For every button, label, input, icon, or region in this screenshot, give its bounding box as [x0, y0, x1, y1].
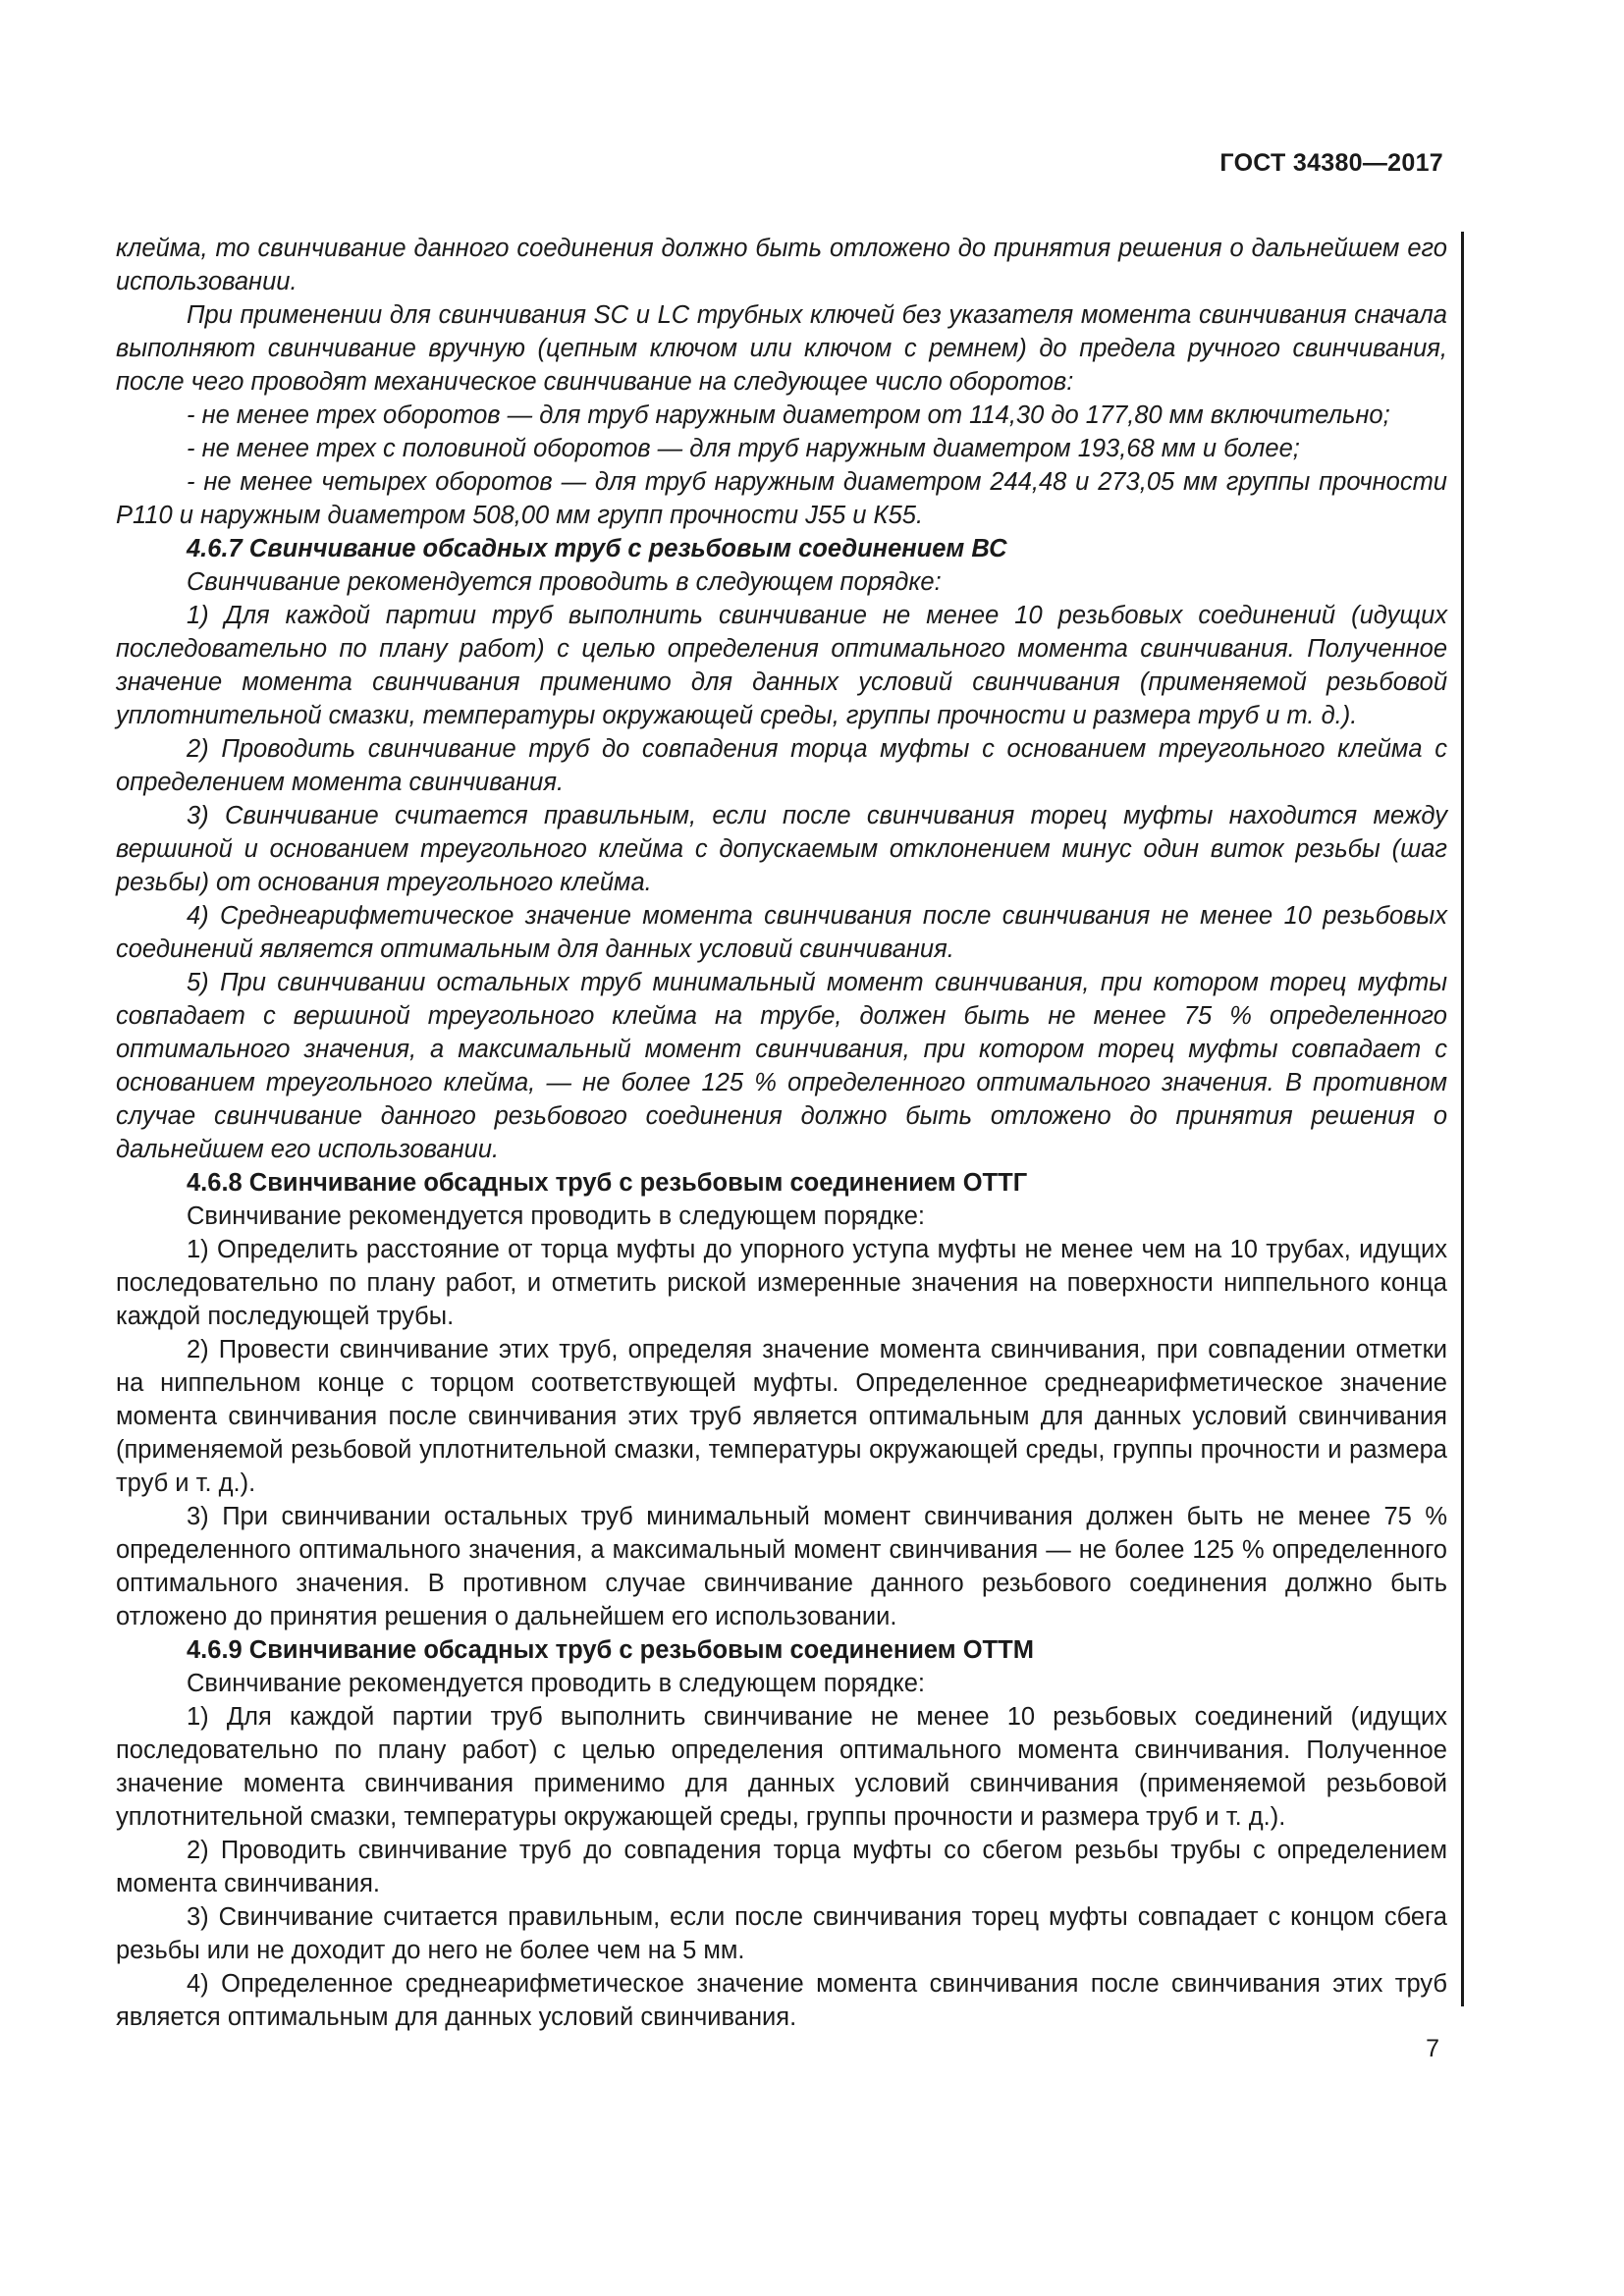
paragraph: клейма, то свинчивание данного соединения должно быть отложено до принятия решения о дальнейшем его использовании. — [116, 235, 1447, 295]
paragraph: При применении для свинчивания SC и LC трубных ключей без указателя момента свинчивания сначала выполняют свинчивание вручную (цепным ключом или ключом с ремнем) до предела ручного свинчивания, после чего проводят механическое свинчивание на следующее число оборотов: — [116, 301, 1447, 396]
section-heading-4-6-9: 4.6.9 Свинчивание обсадных труб с резьбовым соединением ОТТМ — [187, 1636, 1034, 1664]
list-item: 4) Среднеарифметическое значение момента свинчивания после свинчивания не менее 10 резьбовых соединений является оптимальным для данных условий свинчивания. — [116, 902, 1447, 963]
list-item: 3) Свинчивание считается правильным, если после свинчивания торец муфты находится между вершиной и основанием треугольного клейма с допускаемым отклонением минус один виток резьбы (шаг резьбы) от основания треугольного клейма. — [116, 802, 1447, 896]
list-item: 4) Определенное среднеарифметическое значение момента свинчивания после свинчивания этих труб является оптимальным для данных условий свинчивания. — [116, 1970, 1447, 2031]
page-number: 7 — [1426, 2035, 1439, 2062]
list-item: 3) Свинчивание считается правильным, если после свинчивания торец муфты совпадает с концом сбега резьбы или не доходит до него не более чем на 5 мм. — [116, 1903, 1447, 1964]
list-item: 2) Проводить свинчивание труб до совпадения торца муфты с основанием треугольного клейма с определением момента свинчивания. — [116, 735, 1447, 796]
list-item: - не менее трех с половиной оборотов — для труб наружным диаметром 193,68 мм и более; — [187, 435, 1300, 462]
section-heading-4-6-7: 4.6.7 Свинчивание обсадных труб с резьбовым соединением ВС — [187, 535, 1007, 562]
paragraph: Свинчивание рекомендуется проводить в следующем порядке: — [187, 1670, 925, 1697]
list-item: 2) Проводить свинчивание труб до совпадения торца муфты со сбегом резьбы трубы с определением момента свинчивания. — [116, 1837, 1447, 1897]
list-item: 1) Для каждой партии труб выполнить свинчивание не менее 10 резьбовых соединений (идущих последовательно по плану работ) с целью определения оптимального момента свинчивания. Полученное значение момента свинчивания применимо для данных условий свинчивания (применяемой резьбовой уплотнительной смазки, температуры окружающей среды, группы прочности и размера труб и т. д.). — [116, 1703, 1447, 1831]
section-heading-4-6-8: 4.6.8 Свинчивание обсадных труб с резьбовым соединением ОТТГ — [187, 1169, 1028, 1197]
list-item: 5) При свинчивании остальных труб минимальный момент свинчивания, при котором торец муфты совпадает с вершиной треугольного клейма на трубе, должен быть не менее 75 % определенного оптимального значения, а максимальный момент свинчивания, при котором торец муфты совпадает с основанием треугольного клейма, — не более 125 % определенного оптимального значения. В противном случае свинчивание данного резьбового соединения должно быть отложено до принятия решения о дальнейшем его использовании. — [116, 969, 1447, 1163]
document-code-header: ГОСТ 34380—2017 — [1219, 149, 1443, 177]
change-bar — [1461, 232, 1464, 2006]
list-item: 2) Провести свинчивание этих труб, определяя значение момента свинчивания, при совпадении отметки на ниппельном конце с торцом соответствующей муфты. Определенное среднеарифметическое значение момента свинчивания после свинчивания этих труб является оптимальным для данных условий свинчивания (применяемой резьбовой уплотнительной смазки, температуры окружающей среды, группы прочности и размера труб и т. д.). — [116, 1336, 1447, 1497]
paragraph: Свинчивание рекомендуется проводить в следующем порядке: — [187, 568, 942, 596]
list-item: - не менее трех оборотов — для труб наружным диаметром от 114,30 до 177,80 мм включительно; — [187, 401, 1390, 429]
list-item: 1) Определить расстояние от торца муфты до упорного уступа муфты не менее чем на 10 трубах, идущих последовательно по плану работ, и отметить риской измеренные значения на поверхности ниппельного конца каждой последующей трубы. — [116, 1236, 1447, 1330]
list-item: - не менее четырех оборотов — для труб наружным диаметром 244,48 и 273,05 мм группы прочности Р110 и наружным диаметром 508,00 мм групп прочности J55 и К55. — [116, 468, 1447, 529]
paragraph: Свинчивание рекомендуется проводить в следующем порядке: — [187, 1202, 925, 1230]
list-item: 1) Для каждой партии труб выполнить свинчивание не менее 10 резьбовых соединений (идущих последовательно по плану работ) с целью определения оптимального момента свинчивания. Полученное значение момента свинчивания применимо для данных условий свинчивания (применяемой резьбовой уплотнительной смазки, температуры окружающей среды, группы прочности и размера труб и т. д.). — [116, 602, 1447, 729]
document-body — [116, 232, 1447, 2034]
list-item: 3) При свинчивании остальных труб минимальный момент свинчивания должен быть не менее 75 % определенного оптимального значения, а максимальный момент свинчивания — не более 125 % определенного оптимального значения. В противном случае свинчивание данного резьбового соединения должно быть отложено до принятия решения о дальнейшем его использовании. — [116, 1503, 1447, 1630]
